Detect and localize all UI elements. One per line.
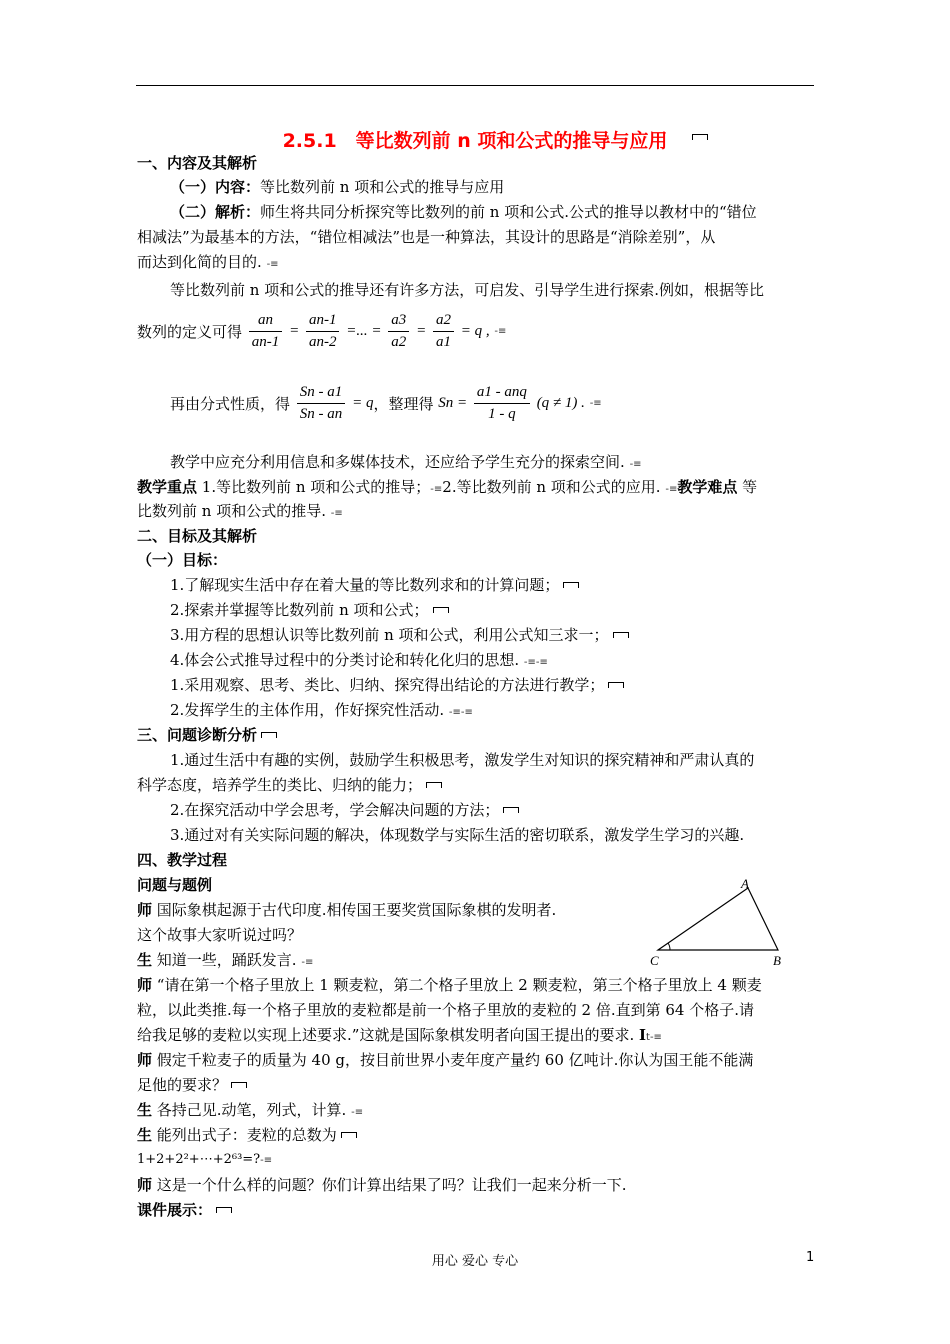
frac-num: a2: [433, 312, 454, 332]
dialog-text: 国际象棋起源于古代印度.相传国王要奖赏国际象棋的发明者.: [152, 901, 557, 919]
dialog-line: [137, 899, 556, 921]
speaker-student: 生: [137, 951, 153, 969]
para3-mid: ，整理得: [373, 395, 434, 413]
return-mark-icon: [608, 682, 624, 688]
analysis-text-3: 而达到化简的目的.: [137, 253, 262, 271]
speaker-teacher: 师: [137, 1051, 153, 1069]
courseware-line: [137, 1199, 232, 1221]
angle-c-arc: [668, 943, 670, 950]
content-text: 等比数列前 n 项和公式的推导与应用: [260, 178, 505, 196]
section-heading-3: [137, 724, 277, 746]
speaker-student: 生: [137, 1126, 153, 1144]
triangle-shape: [658, 888, 778, 950]
goal-text: 1.采用观察、思考、类比、归纳、探究得出结论的方法进行教学；: [170, 676, 605, 694]
dialog-line: [137, 1124, 357, 1146]
format-mark: -≡-≡: [448, 707, 473, 718]
dialog-line: [137, 974, 762, 996]
dialog-line: 粒，以此类推.每一个格子里放的麦粒都是前一个格子里放的麦粒的 2 倍.直到第 64 个格子.请: [137, 1001, 755, 1019]
dialog-line: 这个故事大家听说过吗？: [137, 926, 303, 944]
key-text-2: 2.等比数列前 n 项和公式的应用.: [442, 478, 661, 496]
format-mark: -≡: [629, 459, 642, 470]
vertex-label-a: A: [741, 876, 749, 891]
return-mark-icon: [426, 782, 442, 788]
frac-num: a3: [388, 312, 409, 332]
format-mark-i: I: [639, 1026, 647, 1044]
section-heading-2: 二、目标及其解析: [137, 527, 258, 545]
goal-text: 4.体会公式推导过程中的分类讨论和转化化归的思想.: [170, 651, 520, 669]
return-mark-icon: [216, 1207, 232, 1213]
frac-den: an-1: [251, 334, 280, 350]
subheading: 问题与题例: [137, 876, 213, 894]
series-text: 1+2+2²+⋯+2⁶³=?: [137, 1152, 261, 1167]
dialog-line: [137, 1049, 753, 1071]
para2-line-1: 等比数列前 n 项和公式的推导还有许多方法，可启发、引导学生进行探索.例如，根据等比: [170, 281, 764, 299]
return-mark-icon: [261, 732, 277, 738]
format-mark: -≡: [351, 1107, 364, 1118]
dialog-text: 假定千粒麦子的质量为 40 g，按目前世界小麦年度产量约 60 亿吨计.你认为国王能不能满: [152, 1051, 754, 1069]
frac-num: an-1: [306, 312, 340, 332]
frac-den: a1: [435, 334, 451, 350]
page-title: 2.5.1 等比数列前 n 项和公式的推导与应用: [282, 130, 668, 152]
format-mark: -≡: [330, 508, 343, 519]
content-line: [170, 176, 504, 198]
dialog-text: 各持己见.动笔，列式，计算.: [152, 1101, 347, 1119]
fraction-property-line: [170, 384, 602, 423]
sum-condition: (q ≠ 1) .: [536, 395, 585, 411]
format-mark: -≡: [494, 326, 507, 337]
goal-text: 2.发挥学生的主体作用，作好探究性活动.: [170, 701, 445, 719]
diagnosis-item-3: 3.通过对有关实际问题的解决，体现数学与实际生活的密切联系，激发学生学习的兴趣.: [170, 826, 745, 844]
return-mark-icon: [503, 807, 519, 813]
section-heading-4: 四、教学过程: [137, 851, 228, 869]
key-label: 教学重点: [137, 478, 198, 496]
speaker-teacher: 师: [137, 976, 153, 994]
page-footer: 用心 爱心 专心: [431, 1254, 519, 1269]
format-mark: -≡: [589, 398, 602, 409]
analysis-label: （二）解析：: [170, 203, 261, 221]
goal-item: [170, 649, 548, 674]
frac-num: a1 - anq: [474, 384, 530, 404]
key-text: 1.等比数列前 n 项和公式的推导；: [197, 478, 431, 496]
section-heading-3-text: 三、问题诊断分析: [137, 726, 258, 744]
dialog-line: [137, 1174, 627, 1196]
format-mark: -≡: [665, 484, 678, 495]
fraction-an1: [306, 312, 340, 351]
format-mark: -≡-≡: [523, 657, 548, 668]
format-mark: t-≡: [646, 1032, 662, 1043]
diff-line: [137, 500, 343, 525]
format-mark: -≡: [266, 259, 279, 270]
dialog-line: [137, 1074, 247, 1096]
goal-text: 1.了解现实生活中存在着大量的等比数列求和的计算问题；: [170, 576, 560, 594]
ratio-tail: = q ,: [460, 323, 490, 339]
frac-num: Sn - a1: [297, 384, 346, 404]
dialog-text: 这是一个什么样的问题？你们计算出结果了吗？让我们一起来分析一下.: [152, 1176, 627, 1194]
diff-text-2: 比数列前 n 项和公式的推导.: [137, 502, 326, 520]
analysis-line-1: [170, 201, 757, 223]
frac-den: 1 - q: [488, 406, 516, 422]
para2-line-2: 数列的定义可得: [137, 323, 243, 341]
para4-text: 教学中应充分利用信息和多媒体技术，还应给予学生充分的探索空间.: [170, 453, 625, 471]
return-mark-icon: [613, 632, 629, 638]
analysis-line-3: [137, 251, 279, 276]
content-label: （一）内容：: [170, 178, 261, 196]
speaker-teacher: 师: [137, 901, 153, 919]
dialog-text: 足他的要求？: [137, 1076, 228, 1094]
fraction-a3: [388, 312, 409, 351]
diagnosis-text: 2.在探究活动中学会思考，学会解决问题的方法；: [170, 801, 500, 819]
fraction-sum: [474, 384, 530, 423]
frac-den: Sn - an: [299, 406, 343, 422]
diagnosis-item-1: 1.通过生活中有趣的实例，鼓励学生积极思考，激发学生对知识的探究精神和严肃认真的: [170, 751, 755, 769]
sn-lhs: Sn =: [438, 395, 468, 411]
diff-text-1: 等: [737, 478, 758, 496]
goal-item: [170, 674, 624, 696]
dialog-text: “请在第一个格子里放上 1 颗麦粒，第二个格子里放上 2 颗麦粒，第三个格子里放上 4 颗麦: [152, 976, 762, 994]
dialog-line: [137, 949, 313, 974]
format-mark: -≡: [430, 484, 443, 495]
format-mark: -≡: [260, 1155, 273, 1166]
goal-item: [170, 624, 629, 646]
analysis-line-2: 相减法”为最基本的方法，“错位相减法”也是一种算法，其设计的思路是“消除差别”，从: [137, 228, 716, 246]
dialog-line: [137, 1099, 363, 1124]
vertex-label-b: B: [773, 953, 781, 968]
para3-prefix: 再由分式性质，得: [170, 395, 291, 413]
return-mark-icon: [563, 582, 579, 588]
dialog-line: [137, 1024, 662, 1049]
triangle-figure: [648, 876, 793, 968]
return-mark-icon: [341, 1132, 357, 1138]
goal-text: 3.用方程的思想认识等比数列前 n 项和公式，利用公式知三求一；: [170, 626, 609, 644]
frac-num: an: [249, 312, 283, 332]
fraction-an: [249, 312, 283, 351]
goal-item: [170, 574, 579, 596]
frac-den: a2: [391, 334, 407, 350]
return-mark-icon: [231, 1082, 247, 1088]
return-mark-icon: [692, 134, 708, 140]
format-mark: -≡: [301, 957, 314, 968]
diff-label: 教学难点: [677, 478, 738, 496]
speaker-student: 生: [137, 1101, 153, 1119]
fraction-sn: [297, 384, 346, 423]
header-rule: [136, 85, 814, 86]
dialog-text: 能列出式子：麦粒的总数为: [152, 1126, 337, 1144]
goal-text: 2.探索并掌握等比数列前 n 项和公式；: [170, 601, 429, 619]
dialog-text: 给我足够的麦粒以实现上述要求.”这就是国际象棋发明者向国王提出的要求.: [137, 1026, 635, 1044]
diagnosis-text: 科学态度，培养学生的类比、归纳的能力；: [137, 776, 423, 794]
return-mark-icon: [433, 607, 449, 613]
ratio-chain-line: 数列的定义可得 $\frac{an}{an-1}$ = $\frac{an-1}{an-2}$ =... = $\frac{a3}{a2}$ = $\frac{a2}{a1}$ = q , -≡: [137, 312, 507, 350]
goal-item: [170, 599, 449, 621]
analysis-text-1: 师生将共同分析探究等比数列的前 n 项和公式.公式的推导以教材中的“错位: [260, 203, 757, 221]
fraction-a2: [433, 312, 454, 351]
key-points-line: [137, 476, 757, 501]
series-line: [137, 1149, 272, 1172]
goal-item: [170, 699, 473, 724]
vertex-label-c: C: [650, 953, 659, 968]
frac-den: an-2: [308, 334, 337, 350]
g-eq: = q: [352, 395, 374, 411]
dialog-text: 知道一些，踊跃发言.: [152, 951, 297, 969]
section-heading-1: 一、内容及其解析: [137, 154, 258, 172]
page-number: 1: [806, 1250, 815, 1265]
speaker-teacher: 师: [137, 1176, 153, 1194]
diagnosis-item-2: [170, 799, 519, 821]
goal-label: （一）目标：: [137, 551, 228, 569]
diagnosis-item-1-cont: [137, 774, 442, 796]
para4: [170, 451, 642, 476]
courseware-label: 课件展示：: [137, 1201, 213, 1219]
